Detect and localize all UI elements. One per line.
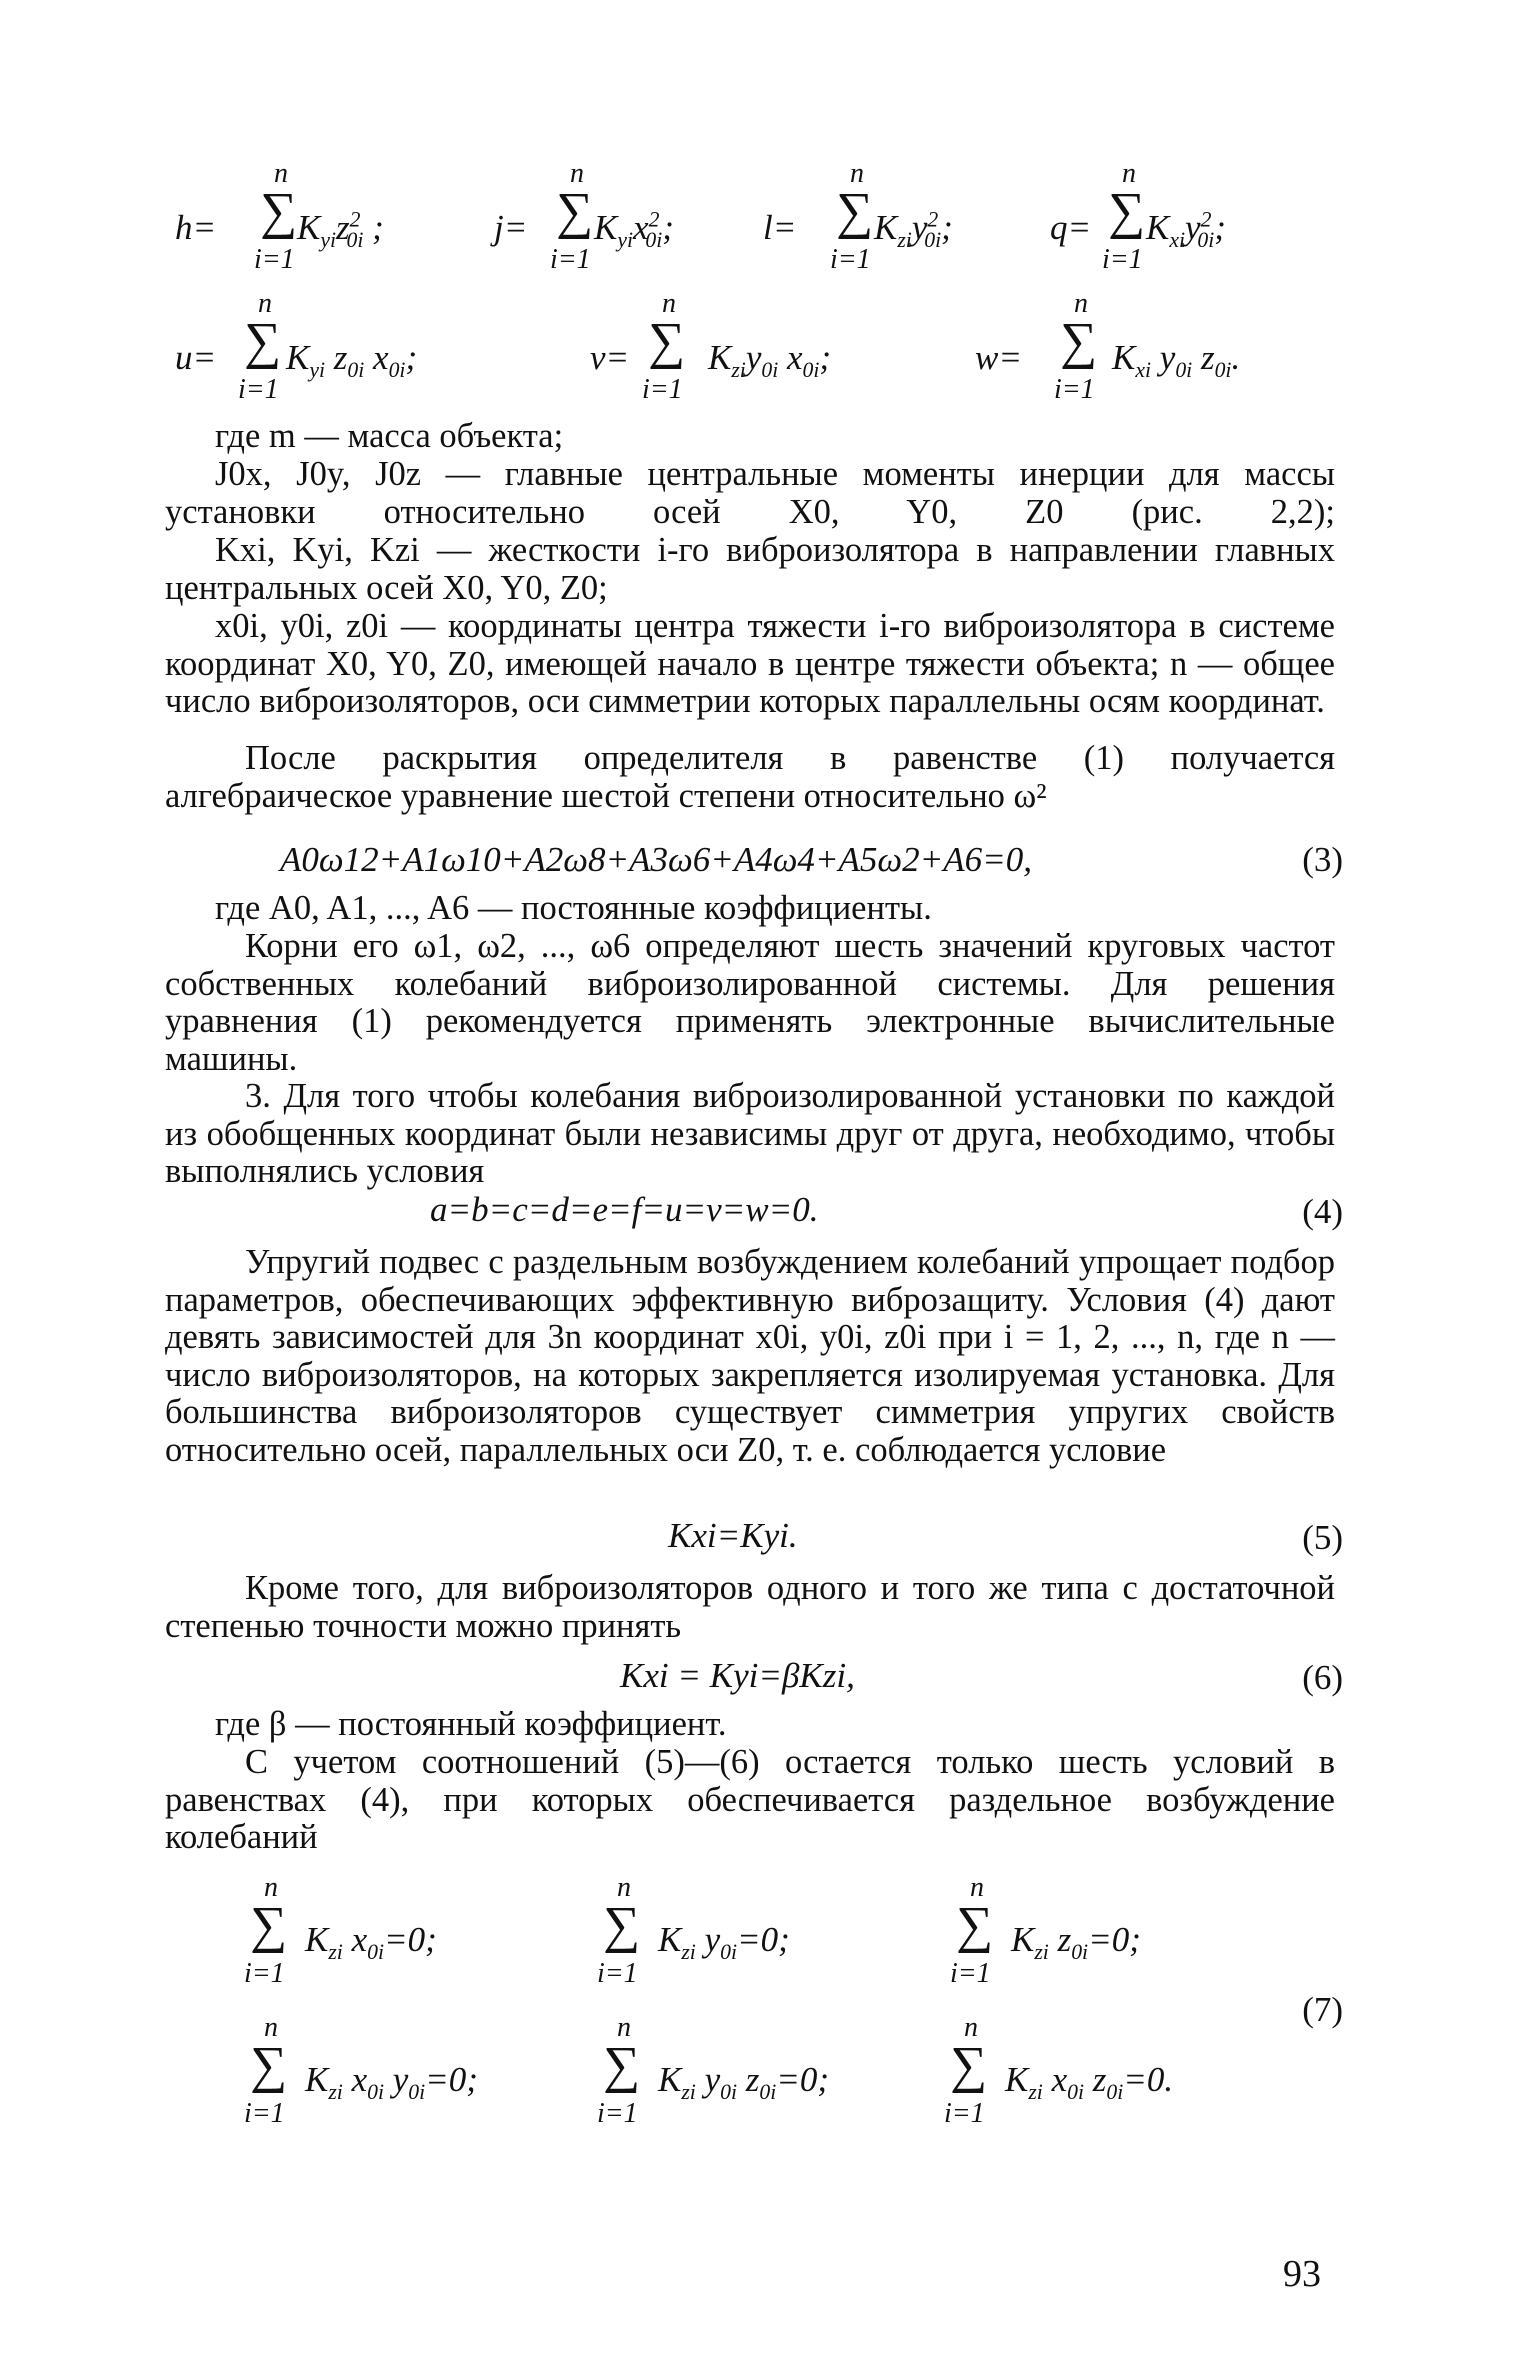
paragraph: Кроме того, для виброизоляторов одного и того же типа с достаточной степенью точности можно принять [165, 1569, 1335, 1645]
formula-v-body: $K_{zi}y_{0i}$ $x_{0i}$; [708, 338, 832, 382]
paragraph: С учетом соотношений (5)—(6) остается только шесть условий в равенствах (4), при которых обеспечивается раздельное возбуждение колебаний [165, 1743, 1335, 1857]
formula-h-body: $K_{yi}z^2_{0i}$ ; [297, 207, 384, 252]
formula-w-body: $K_{xi}$ $y_{0i}$ $z_{0i}$. [1112, 338, 1241, 382]
formula-u-body: $K_{yi}$ $z_{0i}$ $x_{0i}$; [286, 338, 418, 382]
formula-l-body: $K_{zi}y^2_{0i}$; [874, 207, 953, 252]
equation-7-row1-col2: $K_{zi}$ $y_{0i}=0$; [658, 1920, 790, 1964]
equation-5: Kxi=Kyi. [668, 1516, 798, 1555]
formula-j: j= [494, 208, 528, 247]
paragraph: 3. Для того чтобы колебания виброизолированной установки по каждой из обобщенных координат были независимы друг от друга, необходимо, чтобы выполнялись условия [165, 1077, 1335, 1191]
paragraph: где β — постоянный коэффициент. [215, 1705, 727, 1743]
paragraph: Упругий подвес с раздельным возбуждением колебаний упрощает подбор параметров, обеспечивающих эффективную виброзащиту. Условия (4) дают девять зависимостей для 3n координат x0i, y0i, z0i при i = 1, 2, ..., n, где n — число виброизоляторов, на которых закрепляется изолируемая установка. Для большинства виброизоляторов существует симметрия упругих свойств относительно осей, параллельных оси Z0, т. е. соблюдается условие [165, 1243, 1335, 1469]
equation-number: (5) [1302, 1518, 1343, 1557]
formula-l: l= [763, 208, 797, 247]
formula-j-body: $K_{yi}x^2_{0i}$; [594, 207, 674, 252]
formula-q-body: $K_{xi}y^2_{0i}$; [1146, 207, 1226, 252]
page-number: 93 [1283, 2253, 1321, 2295]
equation-7-row1-col1: $K_{zi}$ $x_{0i}=0$; [305, 1920, 437, 1964]
equation-7-row2-col2: $K_{zi}$ $y_{0i}$ $z_{0i}=0$; [658, 2060, 830, 2104]
paragraph: x0i, y0i, z0i — координаты центра тяжести i-го виброизолятора в системе координат X0, Y0, Z0, имеющей начало в центре тяжести объекта; n — общее число виброизоляторов, оси симметрии которых параллельны осям координат. [165, 607, 1335, 721]
equation-number: (6) [1302, 1658, 1343, 1697]
paragraph: J0x, J0y, J0z — главные центральные моменты инерции для массы установки относительно осей X0, Y0, Z0 (рис. 2,2); [165, 455, 1335, 531]
equation-3: A0ω12+A1ω10+A2ω8+A3ω6+A4ω4+A5ω2+A6=0, [280, 840, 1033, 879]
formula-w: w= [975, 338, 1022, 377]
equation-number: (3) [1302, 840, 1343, 879]
paragraph: Kxi, Kyi, Kzi — жесткости i-го виброизолятора в направлении главных центральных осей X0, Y0, Z0; [165, 531, 1335, 607]
book-page: h= n ∑ i=1 $K_{yi}z^2_{0i}$ ; j= n ∑ i=1 $K_{yi}x^2_{0i}$; l= n ∑ i=1 $K_{zi}y^2_{0i}$; q= n ∑ i=1 $K_{xi}y^2_{0i}$; u= n ∑ i=1 $K_{yi}$ $z_{0i}$ $x_{0i}$; v= n ∑ i=1 $K_{zi}y_{0i}$ $x_{0i}$; w= n ∑ i=1 $K_{xi}$ $y_{0i}$ $z_{0i}$. где m — масса объекта; J0x, J0y, J0z — главные центральные моменты инерции для массы установки относительно осей X0, Y0, Z0 (рис. 2,2); Kxi, Kyi, Kzi — жесткости i-го виброизолятора в направлении главных центральных осей X0, Y0, Z0; x0i, y0i, z0i — координаты центра тяжести i-го виброизолятора в системе координат X0, Y0, Z0, имеющей начало в центре тяжести объекта; n — общее число виброизоляторов, оси симметрии которых параллельны осям координат. После раскрытия определителя в равенстве (1) получается алгебраическое уравнение шестой степени относительно ω² A0ω12+A1ω10+A2ω8+A3ω6+A4ω4+A5ω2+A6=0, (3) где A0, A1, ..., A6 — постоянные коэффициенты. Корни его ω1, ω2, ..., ω6 определяют шесть значений круговых частот собственных колебаний виброизолированной системы. Для решения уравнения (1) рекомендуется применять электронные вычислительные машины. 3. Для того чтобы колебания виброизолированной установки по каждой из обобщенных координат были независимы друг от друга, необходимо, чтобы выполнялись условия a=b=c=d=e=f=u=v=w=0. (4) Упругий подвес с раздельным возбуждением колебаний упрощает подбор параметров, обеспечивающих эффективную виброзащиту. Условия (4) дают девять зависимостей для 3n координат x0i, y0i, z0i при i = 1, 2, ..., n, где n — число виброизоляторов, на которых закрепляется изолируемая установка. Для большинства виброизоляторов существует симметрия упругих свойств относительно осей, параллельных оси Z0, т. е. соблюдается условие Kxi=Kyi. (5) Кроме того, для виброизоляторов одного и того же типа с достаточной степенью точности можно принять Kxi = Kyi=βKzi, (6) где β — постоянный коэффициент. С учетом соотношений (5)—(6) остается только шесть условий в равенствах (4), при которых обеспечивается раздельное возбуждение колебаний n ∑ i=1 $K_{zi}$ $x_{0i}=0$; n ∑ i=1 $K_{zi}$ $y_{0i}=0$; n ∑ i=1 $K_{zi}$ $z_{0i}=0$; (7) n ∑ i=1 $K_{zi}$ $x_{0i}$ $y_{0i}=0$; n ∑ i=1 $K_{zi}$ $y_{0i}$ $z_{0i}=0$; n ∑ i=1 $K_{zi}$ $x_{0i}$ $z_{0i}=0$. 93 [165, 158, 1343, 2295]
formula-h: h= [175, 208, 217, 247]
equation-number: (4) [1302, 1192, 1343, 1231]
equation-7-row2-col3: $K_{zi}$ $x_{0i}$ $z_{0i}=0$. [1005, 2060, 1174, 2104]
formula-u: u= [175, 338, 217, 377]
formula-v: v= [590, 338, 630, 377]
equation-6: Kxi = Kyi=βKzi, [620, 1656, 855, 1695]
equation-7-row1-col3: $K_{zi}$ $z_{0i}=0$; [1011, 1920, 1141, 1964]
equation-7-row2-col1: $K_{zi}$ $x_{0i}$ $y_{0i}=0$; [305, 2060, 478, 2104]
paragraph: После раскрытия определителя в равенстве (1) получается алгебраическое уравнение шестой степени относительно ω² [165, 739, 1335, 815]
paragraph: Корни его ω1, ω2, ..., ω6 определяют шесть значений круговых частот собственных колебаний виброизолированной системы. Для решения уравнения (1) рекомендуется применять электронные вычислительные машины. [165, 927, 1335, 1078]
equation-4: a=b=c=d=e=f=u=v=w=0. [430, 1190, 819, 1229]
paragraph: где m — масса объекта; [215, 417, 564, 455]
formula-q: q= [1050, 208, 1092, 247]
equation-number: (7) [1302, 1990, 1343, 2029]
paragraph: где A0, A1, ..., A6 — постоянные коэффициенты. [215, 889, 932, 927]
